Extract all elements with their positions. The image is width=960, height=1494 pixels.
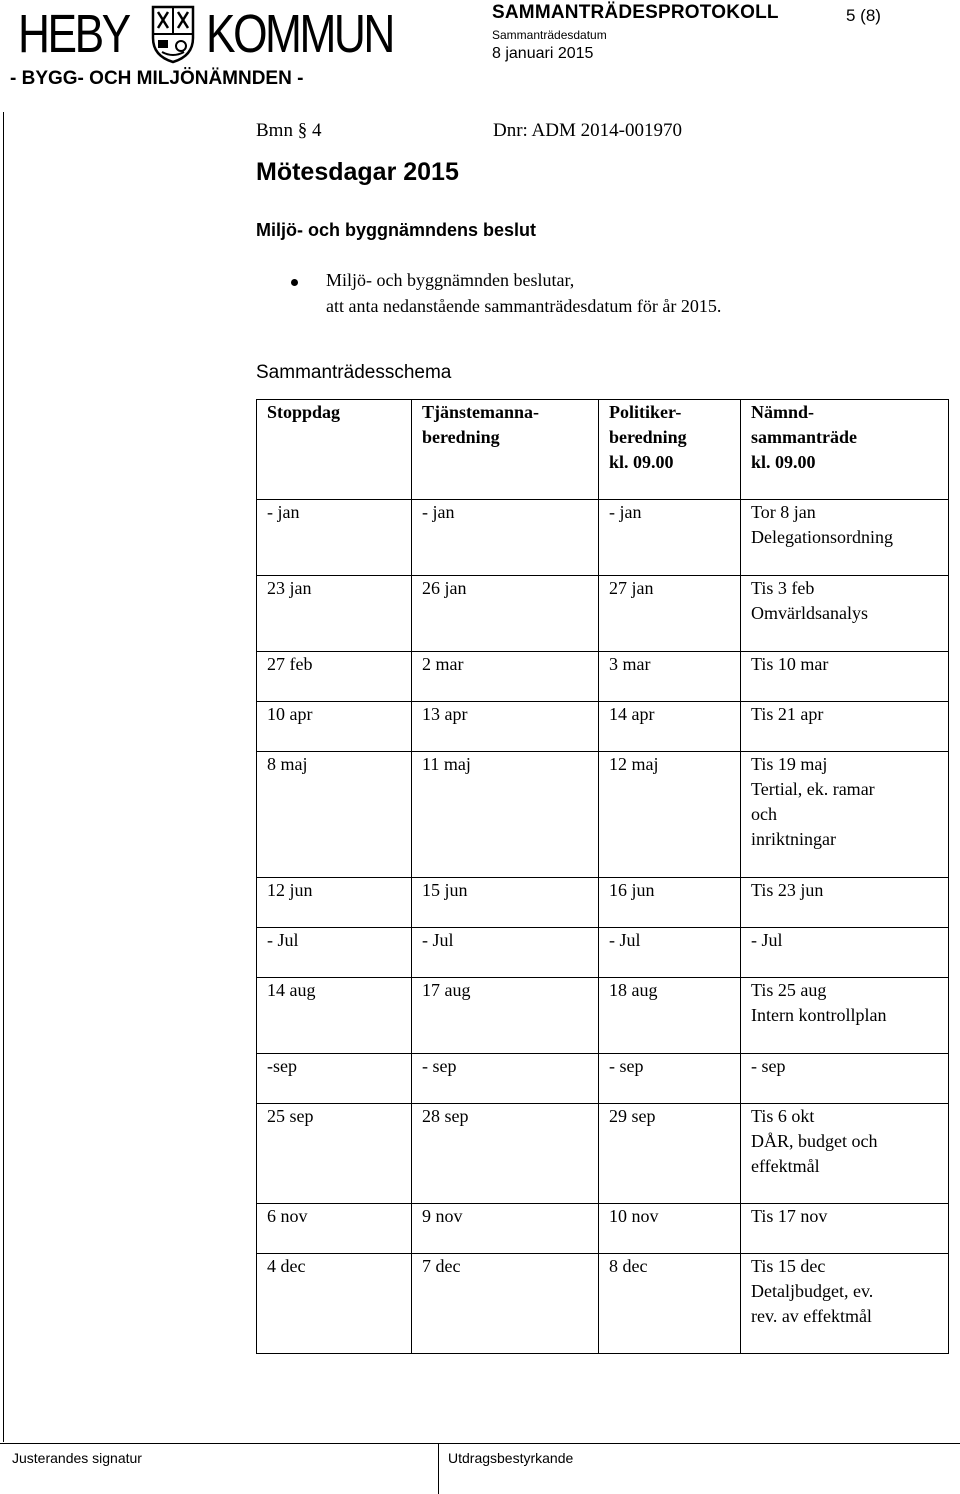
cell-line: 28 sep (422, 1106, 469, 1126)
cell-line: - Jul (267, 930, 299, 950)
cell-line: 3 mar (609, 654, 651, 674)
cell-namnd (741, 500, 949, 576)
cell-line: Tis 21 apr (751, 704, 824, 724)
meeting-date-label: Sammanträdesdatum (492, 28, 607, 42)
cell-line: 29 sep (609, 1106, 656, 1126)
cell-line: Intern kontrollplan (751, 1005, 887, 1025)
cell-line: - jan (267, 502, 300, 522)
header-line: beredning (609, 427, 687, 447)
cell-tjansteman (412, 1254, 599, 1354)
header-line: kl. 09.00 (609, 452, 674, 472)
cell-tjansteman (412, 576, 599, 652)
cell-stoppdag (257, 500, 412, 576)
cell-line: Tis 10 mar (751, 654, 829, 674)
cell-line: Tis 6 okt (751, 1106, 815, 1126)
column-header-politiker (599, 400, 741, 500)
cell-line: 12 maj (609, 754, 659, 774)
cell-namnd (741, 576, 949, 652)
cell-politiker (599, 878, 741, 928)
cell-namnd (741, 1204, 949, 1254)
cell-politiker (599, 1204, 741, 1254)
cell-line: 12 jun (267, 880, 313, 900)
cell-line: Tis 15 dec (751, 1256, 826, 1276)
cell-line: - sep (422, 1056, 457, 1076)
cell-politiker (599, 1104, 741, 1204)
logo-text-heby: HEBY (18, 4, 129, 64)
cell-line: 16 jun (609, 880, 655, 900)
cell-line: 8 maj (267, 754, 308, 774)
page-number: 5 (8) (846, 6, 881, 25)
cell-stoppdag (257, 702, 412, 752)
cell-line: 7 dec (422, 1256, 461, 1276)
footer-divider (438, 1443, 439, 1494)
cell-politiker (599, 1054, 741, 1104)
cell-line: Omvärldsanalys (751, 603, 868, 623)
table-row (257, 652, 949, 702)
cell-line: 13 apr (422, 704, 468, 724)
cell-line: effektmål (751, 1156, 820, 1176)
item-number: Bmn § 4 (256, 120, 322, 141)
municipality-logo (18, 2, 436, 64)
cell-politiker (599, 576, 741, 652)
cell-namnd (741, 1254, 949, 1354)
decision-text-line: att anta nedanstående sammanträdesdatum för år 2015. (326, 296, 722, 316)
header-line: beredning (422, 427, 500, 447)
cell-line: och (751, 804, 777, 824)
cell-tjansteman (412, 752, 599, 878)
municipal-crest-icon (150, 4, 196, 64)
cell-line: - jan (609, 502, 642, 522)
cell-line: 15 jun (422, 880, 468, 900)
cell-politiker (599, 1254, 741, 1354)
cell-line: 27 feb (267, 654, 313, 674)
cell-line: 4 dec (267, 1256, 306, 1276)
cell-politiker (599, 978, 741, 1054)
table-row (257, 500, 949, 576)
margin-rule (3, 112, 4, 1442)
cell-line: - Jul (751, 930, 783, 950)
cell-tjansteman (412, 978, 599, 1054)
cell-line: 14 aug (267, 980, 316, 1000)
cell-namnd (741, 978, 949, 1054)
column-header-namnd (741, 400, 949, 500)
column-header-tjansteman (412, 400, 599, 500)
cell-stoppdag (257, 928, 412, 978)
cell-line: Tis 3 feb (751, 578, 815, 598)
bullet-icon (291, 279, 298, 286)
cell-namnd (741, 928, 949, 978)
cell-line: 6 nov (267, 1206, 308, 1226)
cell-line: 2 mar (422, 654, 464, 674)
extract-label: Utdragsbestyrkande (448, 1450, 574, 1466)
cell-line: 18 aug (609, 980, 658, 1000)
cell-line: 25 sep (267, 1106, 314, 1126)
cell-stoppdag (257, 1204, 412, 1254)
cell-tjansteman (412, 1204, 599, 1254)
header-line: Politiker- (609, 402, 682, 422)
cell-line: Tis 25 aug (751, 980, 827, 1000)
header-line: Stoppdag (267, 402, 341, 422)
cell-line: Tor 8 jan (751, 502, 816, 522)
table-row (257, 1254, 949, 1354)
cell-line: 9 nov (422, 1206, 463, 1226)
cell-line: - Jul (422, 930, 454, 950)
cell-stoppdag (257, 1104, 412, 1204)
cell-politiker (599, 652, 741, 702)
cell-stoppdag (257, 652, 412, 702)
cell-stoppdag (257, 752, 412, 878)
cell-tjansteman (412, 1054, 599, 1104)
cell-line: DÅR, budget och (751, 1131, 878, 1151)
cell-namnd (741, 1054, 949, 1104)
decision-heading: Miljö- och byggnämndens beslut (256, 220, 537, 240)
table-row (257, 576, 949, 652)
cell-line: Delegationsordning (751, 527, 893, 547)
cell-line: rev. av effektmål (751, 1306, 872, 1326)
cell-namnd (741, 652, 949, 702)
header-line: kl. 09.00 (751, 452, 816, 472)
cell-tjansteman (412, 652, 599, 702)
cell-line: 10 nov (609, 1206, 659, 1226)
cell-tjansteman (412, 878, 599, 928)
department-name: - BYGG- OCH MILJÖNÄMNDEN - (10, 68, 304, 89)
cell-stoppdag (257, 1054, 412, 1104)
cell-line: Tis 23 jun (751, 880, 824, 900)
cell-line: - sep (751, 1056, 786, 1076)
table-row (257, 752, 949, 878)
table-row (257, 1204, 949, 1254)
cell-politiker (599, 928, 741, 978)
table-row (257, 702, 949, 752)
cell-line: 8 dec (609, 1256, 648, 1276)
schedule-title: Sammanträdesschema (256, 362, 452, 383)
header-line: Nämnd- (751, 402, 815, 422)
cell-namnd (741, 752, 949, 878)
footer-rule (0, 1443, 960, 1444)
table-body (257, 500, 949, 1354)
logo-text-kommun: KOMMUN (206, 4, 393, 64)
cell-line: - jan (422, 502, 455, 522)
table-row (257, 978, 949, 1054)
cell-politiker (599, 702, 741, 752)
cell-line: inriktningar (751, 829, 836, 849)
meeting-schedule-table (256, 399, 949, 1354)
cell-politiker (599, 500, 741, 576)
cell-line: 17 aug (422, 980, 471, 1000)
cell-line: 11 maj (422, 754, 471, 774)
protocol-title: SAMMANTRÄDESPROTOKOLL (492, 2, 779, 23)
meeting-date-value: 8 januari 2015 (492, 45, 594, 62)
cell-tjansteman (412, 702, 599, 752)
cell-line: - sep (609, 1056, 644, 1076)
cell-tjansteman (412, 928, 599, 978)
cell-line: Tis 17 nov (751, 1206, 828, 1226)
table-row (257, 1104, 949, 1204)
header-line: sammanträde (751, 427, 857, 447)
cell-line: -sep (267, 1056, 297, 1076)
cell-line: 14 apr (609, 704, 655, 724)
cell-namnd (741, 878, 949, 928)
diary-number: Dnr: ADM 2014-001970 (493, 120, 682, 141)
cell-line: 27 jan (609, 578, 654, 598)
cell-namnd (741, 702, 949, 752)
header-line: Tjänstemanna- (422, 402, 540, 422)
table-row (257, 1054, 949, 1104)
cell-namnd (741, 1104, 949, 1204)
table-row (257, 878, 949, 928)
cell-line: 26 jan (422, 578, 467, 598)
cell-stoppdag (257, 576, 412, 652)
item-title: Mötesdagar 2015 (256, 158, 459, 186)
cell-line: - Jul (609, 930, 641, 950)
cell-line: Tis 19 maj (751, 754, 828, 774)
cell-line: 10 apr (267, 704, 313, 724)
cell-politiker (599, 752, 741, 878)
table-header-row (257, 400, 949, 500)
table-row (257, 928, 949, 978)
cell-line: 23 jan (267, 578, 312, 598)
cell-stoppdag (257, 878, 412, 928)
cell-line: Tertial, ek. ramar (751, 779, 875, 799)
cell-line: Detaljbudget, ev. (751, 1281, 874, 1301)
cell-stoppdag (257, 978, 412, 1054)
signature-label: Justerandes signatur (12, 1450, 142, 1466)
cell-tjansteman (412, 1104, 599, 1204)
decision-text-line: Miljö- och byggnämnden beslutar, (326, 270, 575, 290)
cell-stoppdag (257, 1254, 412, 1354)
cell-tjansteman (412, 500, 599, 576)
column-header-stoppdag (257, 400, 412, 500)
